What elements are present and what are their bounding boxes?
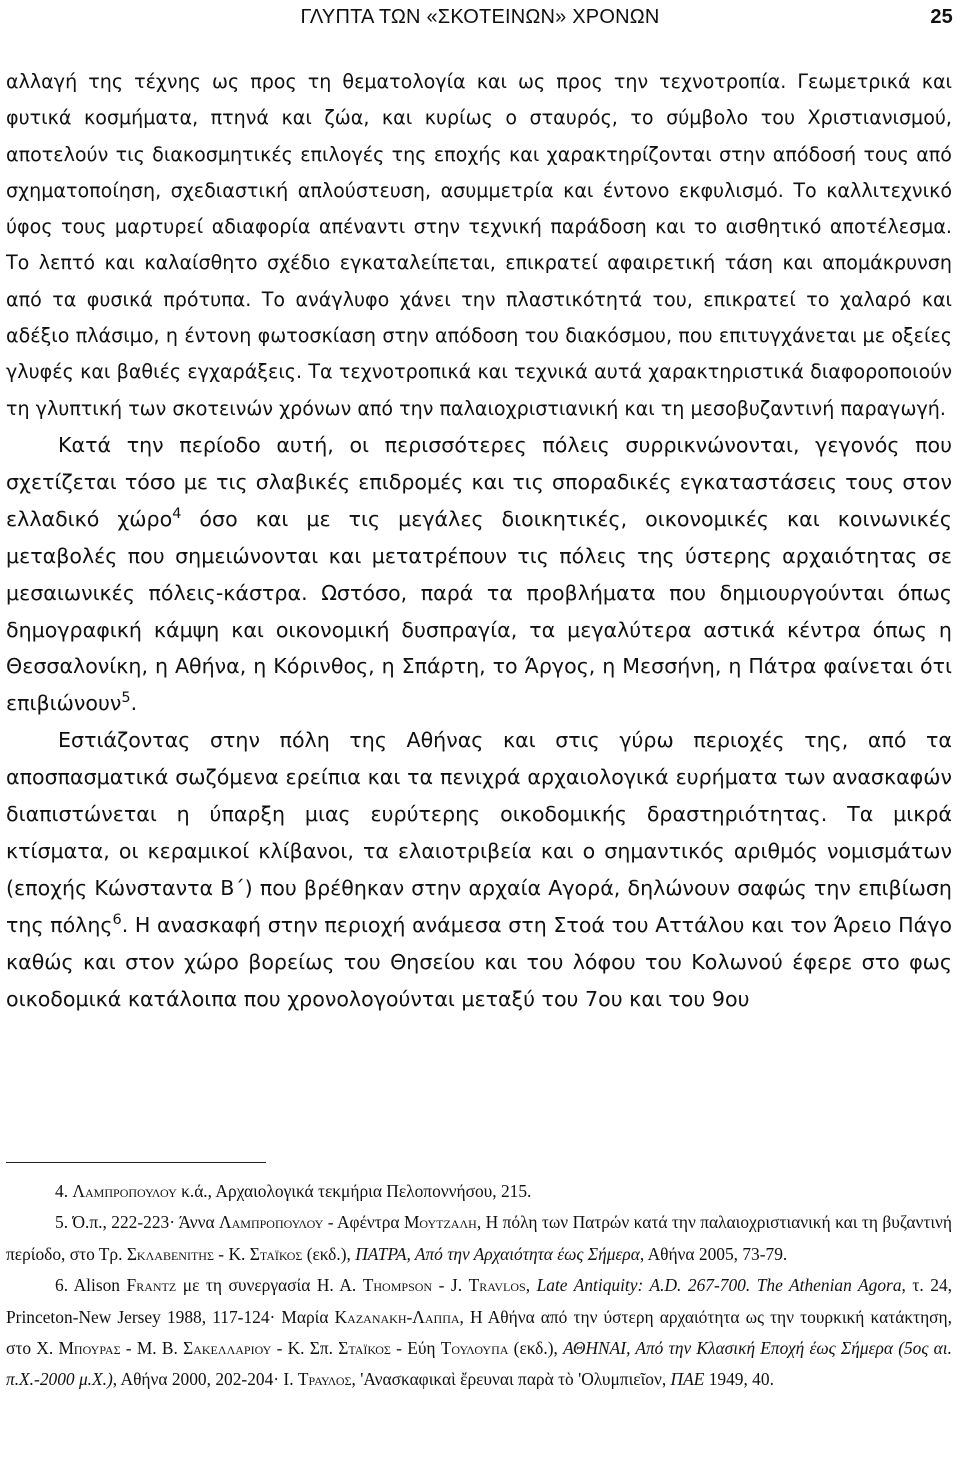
- footnote-5-author-2: Μουτζαλη: [403, 1212, 477, 1233]
- running-title: ΓΛΥΠΤΑ ΤΩΝ «ΣΚΟΤΕΙΝΩΝ» ΧΡΟΝΩΝ: [300, 6, 660, 28]
- footnote-6: [6, 1270, 952, 1396]
- footnote-ref-4[interactable]: 4: [172, 505, 182, 522]
- footnote-6-author-6: Σακελλαριου: [183, 1338, 272, 1359]
- footnote-6-text-12: 1949, 40.: [704, 1369, 774, 1390]
- footnote-6-text-3: ,: [525, 1275, 537, 1296]
- footnote-6-text-7: - Κ. Σπ.: [271, 1338, 339, 1359]
- footnote-separator: [6, 1162, 266, 1163]
- footnote-5-text-4: (εκδ.),: [302, 1243, 356, 1264]
- footnote-5-author-3: Σκλαβενιτης: [126, 1243, 214, 1264]
- paragraph-1: αλλαγή της τέχνης ως προς τη θεματολογία και ως προς την τεχνοτροπία. Γεωμετρικά και φυτικά κοσμήματα, πτηνά και ζώα, και κυρίως ο σταυρός, το σύμβολο του Χριστιανισμού, αποτελούν τις διακοσμητικές επιλογές της εποχής και χαρακτηρίζονται στην απόδοσή τους από σχηματοποίηση, σχεδιαστική απλούστευση, ασυμμετρία και έντονο εκφυλισμό. Το καλλιτεχνικό ύφος τους μαρτυρεί αδιαφορία απέναντι στην τεχνική παράδοση και το αισθητικό αποτέλεσμα. Το λεπτό και καλαίσθητο σχέδιο εγκαταλείπεται, επικρατεί αφαιρετική τάση και απομάκρυνση από τα φυσικά πρότυπα. Το ανάγλυφο χάνει την πλαστικότητά του, επικρατεί το χαλαρό και αδέξιο πλάσιμο, η έντονη φωτοσκίαση στην απόδοση του διακόσμου, που επιτυγχάνεται με οξείες γλυφές και βαθιές εγχαράξεις. Τα τεχνοτροπικά και τεχνικά αυτά χαρακτηριστικά διαφοροποιούν τη γλυπτική των σκοτεινών χρόνων από την παλαιοχριστιανική και τη μεσοβυζαντινή παραγωγή.: [6, 70, 952, 420]
- footnote-5-number: 5.: [55, 1212, 69, 1233]
- paragraph-3-part-a: Εστιάζοντας στην πόλη της Αθήνας και στις γύρω περιοχές της, από τα αποσπασματικά σωζόμενα ερείπια και τα πενιχρά αρχαιολογικά ευρήματα των ανασκαφών διαπιστώνεται η ύπαρξη μιας ευρύτερης οικοδομικής δραστηριότητας. Τα μικρά κτίσματα, οι κεραμικοί κλίβανοι, τα ελαιοτριβεία και ο σημαντικός αριθμός νομισμάτων (εποχής Κώνσταντα Β΄) που βρέθηκαν στην αρχαία Αγορά, δηλώνουν σαφώς την επιβίωση της πόλης: [6, 728, 952, 937]
- footnote-6-author-9: Τραυλος: [297, 1369, 352, 1390]
- footnote-6-title-1: Late Antiquity: A.D. 267-700. The Athenian Agora: [536, 1275, 902, 1296]
- footnote-4-author: Λαμπροπουλου: [72, 1181, 177, 1201]
- footnote-6-author-2: Thompson: [362, 1275, 433, 1296]
- footnote-6-author-4: Καζανακη-Λαππα: [334, 1306, 460, 1327]
- footnote-5-text-5: , Αθήνα 2005, 73-79.: [639, 1243, 788, 1264]
- footnote-6-title-2: ΑΘΗΝΑΙ, Από την Κλασική Εποχή έως Σήμερα (5ος αι. π.Χ.-2000 μ.Χ.): [6, 1338, 952, 1390]
- paragraph-3: [6, 722, 952, 1017]
- footnote-6-text-6: - Μ. Β.: [120, 1338, 184, 1359]
- footnote-6-text-5: , Η Αθήνα από την ύστερη αρχαιότητα ως την τουρκική κατάκτηση, στο Χ.: [6, 1306, 952, 1359]
- paragraph-2-part-a: Κατά την περίοδο αυτή, οι περισσότερες πόλεις συρρικνώνονται, γεγονός που σχετίζεται τόσο με τις σλαβικές επιδρομές και τις σποραδικές εγκαταστάσεις τους στον ελλαδικό χώρο: [6, 432, 952, 531]
- footnote-6-text-1: με τη συνεργασία H. A.: [176, 1275, 363, 1296]
- footnote-5-author-1: Λαμπροπουλου: [219, 1212, 324, 1233]
- footnote-6-text-8: - Εύη: [390, 1338, 441, 1359]
- footnote-5-text-3: - Κ.: [213, 1243, 250, 1264]
- footnote-6-author-7: Σταϊκος: [338, 1338, 391, 1359]
- footnote-6-text-10: , Αθήνα 2000, 202-204· Ι.: [112, 1369, 298, 1390]
- footnote-5-text-2: , Η πόλη των Πατρών κατά την παλαιοχριστιανική και τη βυζαντινή περίοδο, στο Τρ.: [6, 1212, 953, 1264]
- footnote-6-author-5: Μπουρας: [58, 1338, 121, 1359]
- footnote-5-title: ΠΑΤΡΑ, Από την Αρχαιότητα έως Σήμερα: [355, 1243, 640, 1264]
- footnote-5-text-1: - Αφέντρα: [323, 1212, 404, 1233]
- footnote-5: [6, 1207, 952, 1270]
- running-header: [0, 4, 960, 34]
- paragraph-3-part-b: . Η ανασκαφή στην περιοχή ανάμεσα στη Στοά του Αττάλου και τον Άρειο Πάγο καθώς και στον χώρο βορείως του Θησείου και του λόφου του Κολωνού έφερε στο φως οικοδομικά κατάλοιπα που χρονολογούνται μεταξύ του 7ου και του 9ου: [6, 912, 952, 1011]
- footnote-4-text: κ.ά., Αρχαιολογικά τεκμήρια Πελοποννήσου, 215.: [176, 1181, 532, 1201]
- footnote-5-lead: Ό.π., 222-223· Άννα: [72, 1212, 219, 1233]
- footnote-4-number: 4.: [55, 1181, 69, 1201]
- body-text: [6, 64, 952, 1017]
- footnotes: [6, 1176, 952, 1396]
- footnote-6-title-3: ΠΑΕ: [670, 1369, 705, 1390]
- footnote-5-author-4: Σταϊκος: [249, 1243, 303, 1264]
- footnote-6-author-3: Travlos: [468, 1275, 526, 1296]
- footnote-6-text-11: , 'Ανασκαφικαὶ ἔρευναι παρὰ τὸ 'Ολυμπιεῖον,: [351, 1369, 671, 1390]
- footnote-4: [6, 1176, 952, 1207]
- footnote-6-text-2: - J.: [432, 1275, 469, 1296]
- paragraph-2-part-c: .: [130, 691, 138, 716]
- footnote-6-lead: Alison: [73, 1275, 127, 1296]
- footnote-6-author-1: Frantz: [126, 1275, 177, 1296]
- footnote-6-text-4: , τ. 24, Princeton-New Jersey 1988, 117-124· Μαρία: [6, 1275, 953, 1327]
- footnote-6-number: 6.: [55, 1275, 69, 1296]
- footnote-ref-5[interactable]: 5: [121, 690, 131, 707]
- paragraph-2-part-b: όσο και με τις μεγάλες διοικητικές, οικονομικές και κοινωνικές μεταβολές που σημειώνονται και μετατρέπουν τις πόλεις της ύστερης αρχαιότητας σε μεσαιωνικές πόλεις-κάστρα. Ωστόσο, παρά τα προβλήματα που δημιουργούνται όπως δημογραφική κάμψη και οικονομική δυσπραγία, τα μεγαλύτερα αστικά κέντρα όπως η Θεσσαλονίκη, η Αθήνα, η Κόρινθος, η Σπάρτη, το Άργος, η Μεσσήνη, η Πάτρα φαίνεται ότι επιβιώνουν: [6, 506, 953, 716]
- footnote-6-author-8: Τουλουπα: [440, 1338, 509, 1359]
- footnote-6-text-9: (εκδ.),: [508, 1338, 564, 1359]
- paragraph-2: [6, 427, 952, 722]
- footnote-ref-6[interactable]: 6: [112, 911, 122, 928]
- page-number: 25: [930, 6, 953, 28]
